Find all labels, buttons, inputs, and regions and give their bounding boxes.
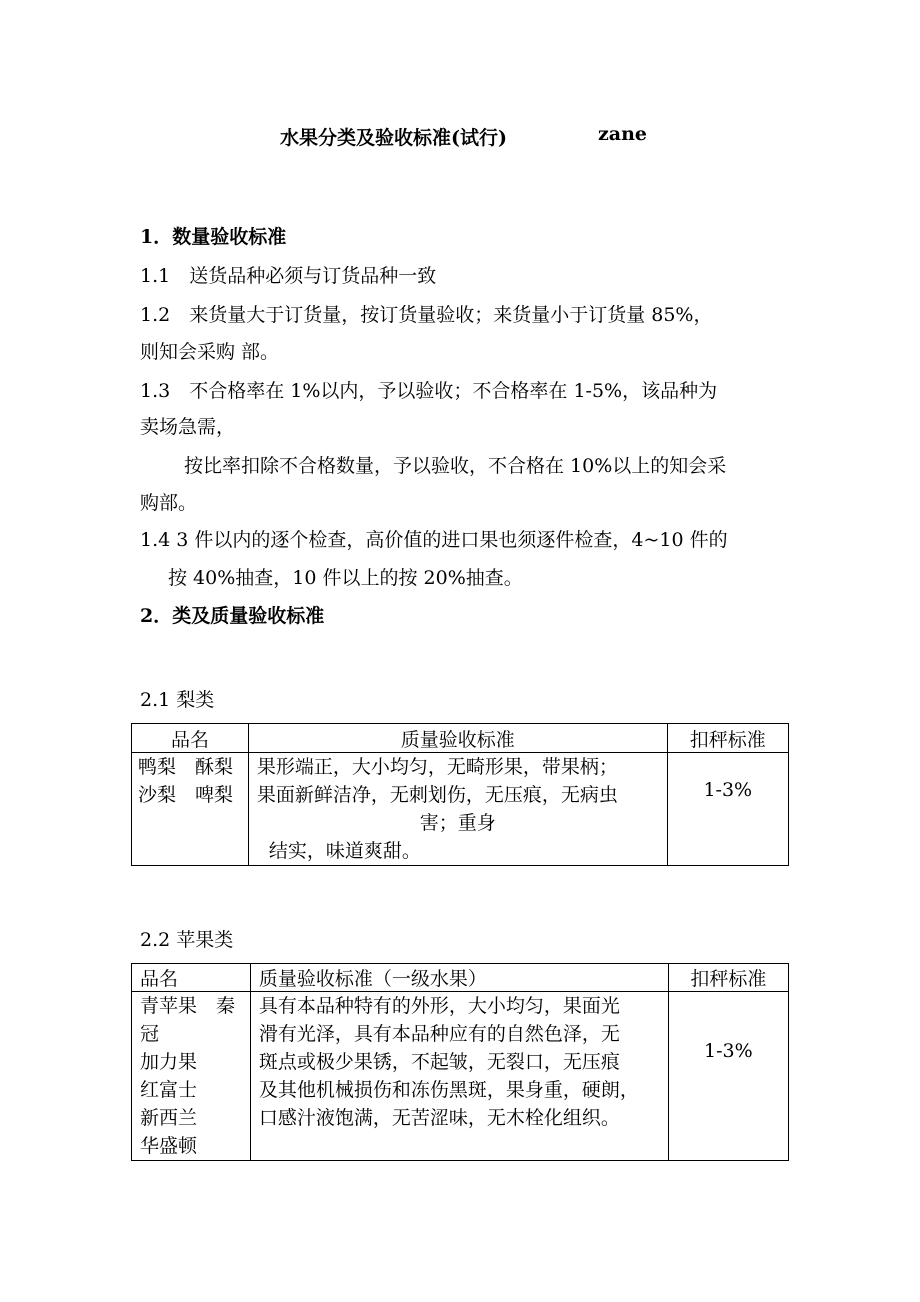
apple-header-name: 品名	[132, 964, 251, 992]
section1-item-1-3-para-cont: 购部。	[140, 492, 198, 514]
apple-names-cell	[132, 992, 251, 1161]
pear-name-line: 鸭梨 酥梨	[138, 756, 234, 778]
apple-standard-cell	[250, 992, 668, 1161]
apple-standard-line: 口感汁液饱满，无苦涩味，无木栓化组织。	[258, 1107, 620, 1129]
apple-header-standard: 质量验收标准（一级水果）	[250, 964, 668, 992]
apple-standard-line: 具有本品种特有的外形，大小均匀，果面光	[258, 995, 620, 1017]
pear-standard-line: 果形端正，大小均匀，无畸形果，带果柄；	[256, 756, 618, 778]
apple-table-row	[132, 992, 789, 1161]
section1-item-1-1: 1.1 送货品种必须与订货品种一致	[140, 265, 437, 287]
apple-name-line: 青苹果 秦	[140, 995, 236, 1017]
pear-standard-cell	[248, 753, 667, 866]
document-title: 水果分类及验收标准(试行)	[280, 127, 507, 149]
pear-standard-line: 害；重身	[419, 812, 496, 834]
apple-section-label: 2.2 苹果类	[140, 929, 234, 951]
apple-name-line: 新西兰	[140, 1107, 198, 1129]
section1-item-1-4-cont: 按 40%抽查，10 件以上的按 20%抽查。	[168, 567, 523, 589]
apple-standard-line: 斑点或极少果锈，不起皱，无裂口，无压痕	[258, 1051, 620, 1073]
apple-name-line: 华盛顿	[140, 1135, 198, 1157]
apple-name-line: 红富士	[140, 1079, 198, 1101]
section1-item-1-3-para: 按比率扣除不合格数量，予以验收，不合格在 10%以上的知会采	[184, 455, 727, 477]
pear-standard-line: 果面新鲜洁净，无刺划伤，无压痕，无病虫	[256, 784, 618, 806]
pear-names-cell	[132, 753, 249, 866]
apple-table-header-row	[132, 964, 789, 992]
pear-table-row	[132, 753, 789, 866]
section1-heading: 1．数量验收标准	[140, 226, 287, 248]
section2-heading: 2．类及质量验收标准	[140, 605, 325, 627]
section1-item-1-3-cont: 卖场急需，	[140, 416, 236, 438]
apple-standard-line: 滑有光泽，具有本品种应有的自然色泽，无	[258, 1023, 620, 1045]
pear-rate-cell: 1-3%	[667, 753, 788, 866]
pear-header-standard: 质量验收标准	[248, 724, 667, 753]
pear-table	[131, 723, 789, 866]
apple-header-rate: 扣秤标准	[668, 964, 788, 992]
apple-name-line: 加力果	[140, 1051, 198, 1073]
pear-name-line: 沙梨 啤梨	[138, 784, 234, 806]
author-name: zane	[598, 123, 648, 145]
pear-header-rate: 扣秤标准	[667, 724, 788, 753]
pear-section-label: 2.1 梨类	[140, 689, 215, 711]
section1-item-1-2-cont: 则知会采购 部。	[140, 341, 280, 363]
pear-table-header-row	[132, 724, 789, 753]
apple-standard-line: 及其他机械损伤和冻伤黑斑，果身重，硬朗，	[258, 1079, 639, 1101]
apple-table	[131, 963, 789, 1161]
apple-name-line: 冠	[140, 1023, 160, 1045]
section1-item-1-2: 1.2 来货量大于订货量，按订货量验收；来货量小于订货量 85%，	[140, 304, 713, 326]
apple-rate-cell: 1-3%	[668, 992, 788, 1161]
pear-standard-line: 结实，味道爽甜。	[268, 840, 421, 862]
section1-item-1-3: 1.3 不合格率在 1%以内，予以验收；不合格率在 1-5%，该品种为	[140, 380, 718, 402]
pear-header-name: 品名	[132, 724, 249, 753]
section1-item-1-4: 1.4 3 件以内的逐个检查，高价值的进口果也须逐件检查，4~10 件的	[140, 529, 728, 551]
